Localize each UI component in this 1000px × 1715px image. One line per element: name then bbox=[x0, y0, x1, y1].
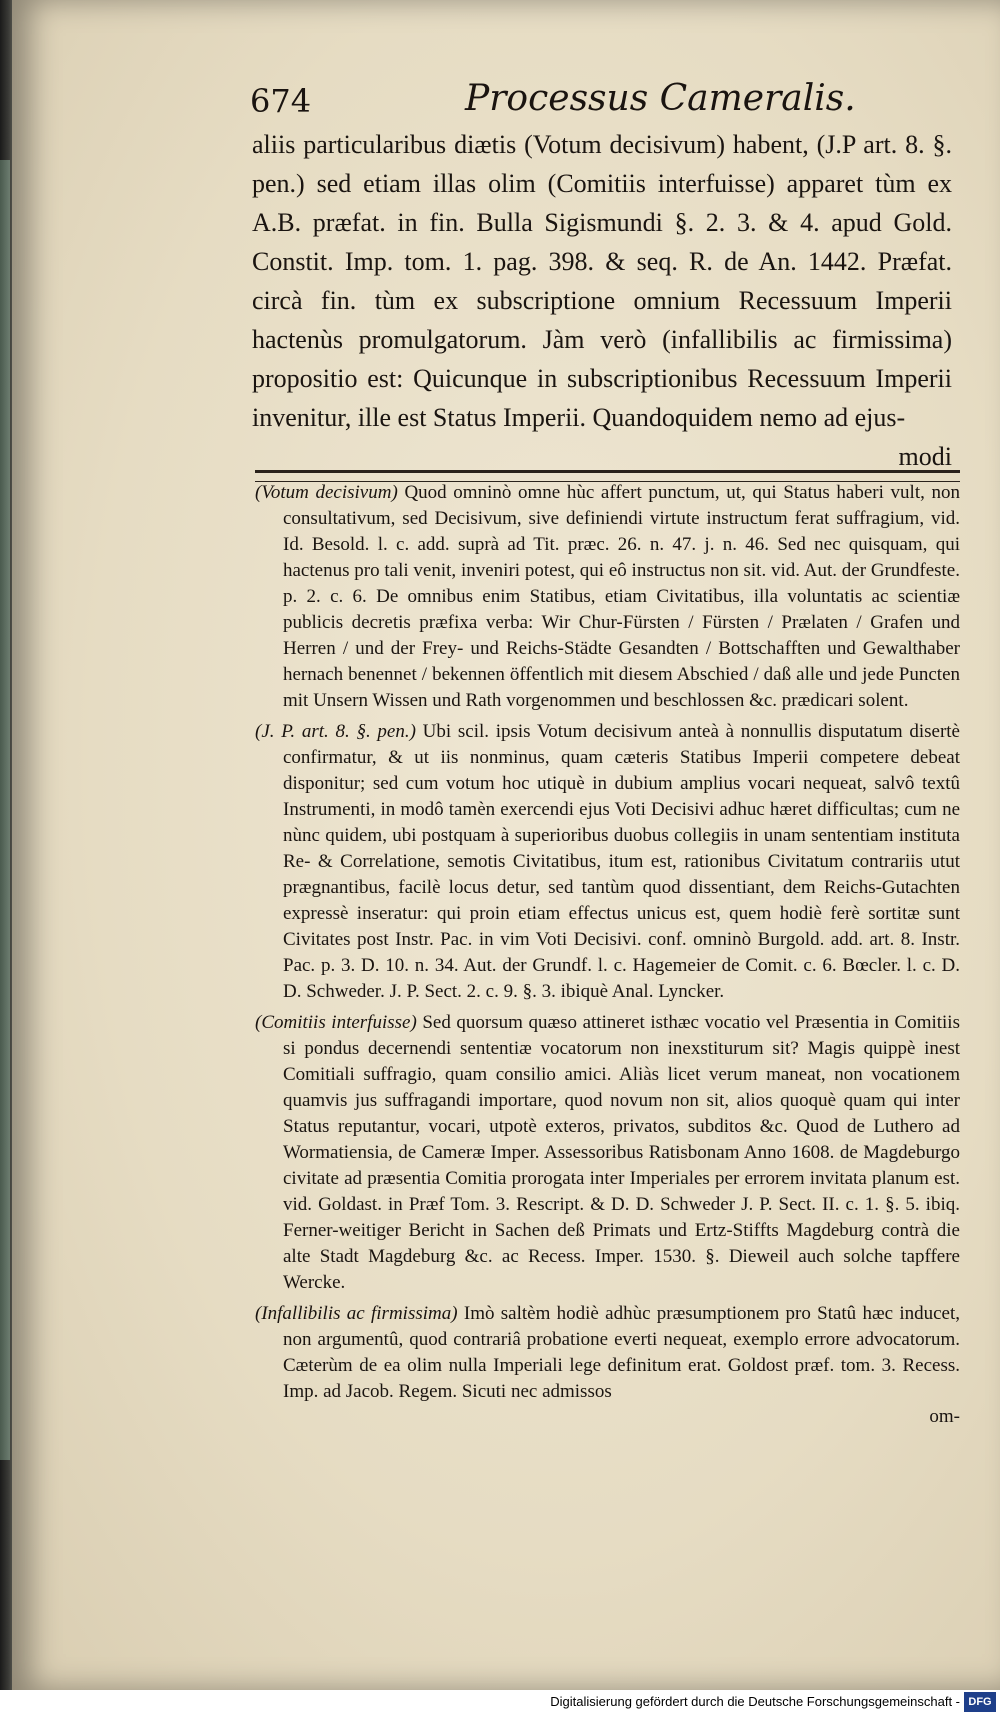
footnote-text: Imò saltèm hodiè adhùc præsumptionem pro Statû hæc inducet, non argumentû, quod contrariâ probatione everti nequeat, exemplo errore advocatorum. Cæterùm de ea olim nulla Imperiali lege definitum erat. Goldost præf. tom. 3. Recess. Imp. ad Jacob. Regem. Sicuti nec admissos bbox=[283, 1303, 961, 1402]
footnotes-block bbox=[255, 480, 960, 1430]
main-catchword: modi bbox=[898, 442, 952, 471]
book-spine-edge bbox=[0, 160, 10, 1460]
footnote-text: Quod omninò omne hùc affert punctum, ut, qui Status haberi vult, non consultativum, sed Decisivum, sive definiendi virtute instructum ferat suffragium, vid. Id. Besold. l. c. add. suprà ad Tit. præc. 26. n. 47. j. n. 46. Sed nec quisquam, qui hactenus pro tali venit, inveniri potest, qui eô instructus non sit. vid. Aut. der Grundfeste. p. 2. c. 6. De omnibus enim Statibus, etiam Civitatibus, illa voluntatis ac scientiæ publicis decretis præfixa verba: Wir Chur-Fürsten / Fürsten / Prælaten / Grafen und Herren / und der Frey- und Reichs-Städte Gesandten / Bottschafften und Gewalthaber hernach benennet / bekennen öffentlich mit diesem Abschied / daß alle und jede Puncten mit Unsern Wissen und Rath vorgenommen und beschlossen &c. prædicari solent. bbox=[283, 482, 960, 711]
footnote bbox=[255, 1301, 960, 1405]
footnote-text: Ubi scil. ipsis Votum decisivum anteà à nonnullis disputatum disertè confirmatur, & ut iis nonminus, quam cæteris Statibus Imperii competere debeat disponitur; sed cum votum hoc utiquè in dubium amplius vocari nequeat, salvô textû Instrumenti, in modô tamèn exercendi ejus Voti Decisivi adhuc hæret difficultas; cum ne nùnc quidem, ubi postquam à superioribus duobus collegiis in unam sententiam instituta Re- & Correlatione, semotis Civitatibus, itum est, rationibus Civitatum contrariis utut prægnantibus, facilè locus detur, sed tantùm quod dissentiant, dem Reichs-Gutachten expressè inseratur: qui proin etiam effectus unicus est, quem hodiè ferè sortitæ sunt Civitates post Instr. Pac. in vim Voti Decisivi. conf. omninò Burgold. add. art. 8. Instr. Pac. p. 3. D. 10. n. 34. Aut. der Grundf. l. c. Hagemeier de Comit. c. 6. Bœcler. l. c. D. D. Schweder. J. P. Sect. 2. c. 9. §. 3. ibiquè Anal. Lyncker. bbox=[283, 721, 960, 1002]
main-text-block bbox=[252, 125, 952, 476]
digitization-footer bbox=[0, 1690, 1000, 1715]
footnote bbox=[255, 480, 960, 714]
running-title: Processus Cameralis. bbox=[465, 78, 856, 119]
footnotes-catchword: om- bbox=[929, 1406, 960, 1427]
main-text-body: aliis particularibus diætis (Votum decisivum) habent, (J.P art. 8. §. pen.) sed etiam illas olim (Comitiis interfuisse) apparet tùm ex A.B. præfat. in fin. Bulla Sigismundi §. 2. 3. & 4. apud Gold. Constit. Imp. tom. 1. pag. 398. & seq. R. de An. 1442. Præfat. circà fin. tùm ex subscriptione omnium Recessuum Imperii hactenùs promulgatorum. Jàm verò (infallibilis ac firmissima) propositio est: Quicunque in subscriptionibus Recessuum Imperii invenitur, ille est Status Imperii. Quandoquidem nemo ad ejus- bbox=[252, 130, 952, 432]
footnote-lemma: (Comitiis interfuisse) bbox=[255, 1012, 417, 1033]
footnote bbox=[255, 1010, 960, 1296]
funding-credit: Digitalisierung gefördert durch die Deutsche Forschungsgemeinschaft - bbox=[550, 1694, 960, 1709]
footnote-lemma: (Votum decisivum) bbox=[255, 482, 398, 503]
footnote-text: Sed quorsum quæso attineret isthæc vocatio vel Præsentia in Comitiis si pondus decernendi sententiæ vocatorum non inexstiturum sit? Magis quippè inest Comitiali suffragio, quam consilio amici. Aliàs licet verum maneat, non vocationem quamvis jus suffragandi importare, quod novum non sit, alios quoquè quam qui inter Status reputantur, vocari, utpotè exteros, privatos, subditos &c. Quod de Luthero ad Wormatiensia, de Cameræ Imper. Assessoribus Ratisbonam Anno 1608. de Magdeburgo civitate ad præsentia Comitia prorogata inter Imperiales per errorem invitata planum est. vid. Goldast. in Præf Tom. 3. Rescript. & D. D. Schweder J. P. Sect. II. c. 1. §. 5. ibiq. Ferner-weitiger Bericht in Sachen deß Primats und Ertz-Stiffts Magdeburg contrà die alte Stadt Magdeburg &c. ac Recess. Imper. 1530. §. Dieweil auch solche tapffere Wercke. bbox=[283, 1012, 960, 1293]
page-header bbox=[250, 78, 950, 128]
footnote-lemma: (Infallibilis ac firmissima) bbox=[255, 1303, 458, 1324]
dfg-logo-icon: DFG bbox=[964, 1692, 996, 1712]
page-number: 674 bbox=[250, 82, 312, 120]
footnote-lemma: (J. P. art. 8. §. pen.) bbox=[255, 721, 416, 742]
footnote bbox=[255, 719, 960, 1005]
